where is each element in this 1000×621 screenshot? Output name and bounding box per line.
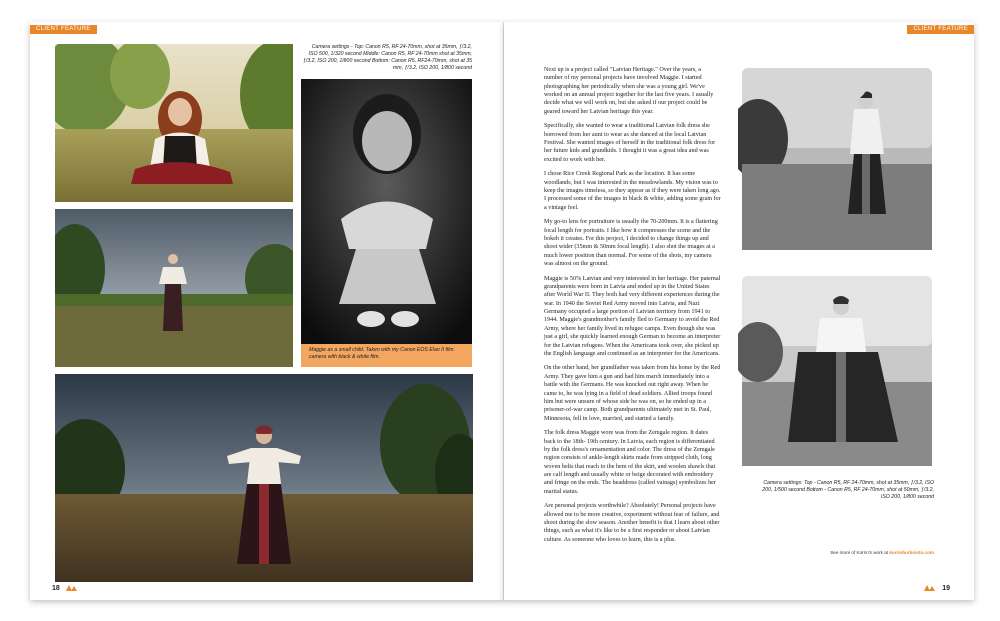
photo-maggie-sitting-meadow <box>55 44 293 202</box>
client-feature-tag: CLIENT FEATURE <box>907 25 974 34</box>
child-photo-caption: Maggie as a small child. Taken with my Canon EOS Elan II film camera with black & white film. <box>301 344 472 367</box>
article-body <box>544 66 721 550</box>
article-paragraph: The folk dress Maggie wore was from the Zemgale region. It dates back to the 18th- 19th century. In Latvia, each region is differentiated by the folk dress's ornamentation and color. The dress of the Zemgale region consists of ankle-length skirts made from stripped cloth, long woven belts that reach to the hem of the skirt, and woolen shawls that are calf length and usually white or beige decorated with embroidery and fringe on the ends. The headdress (called vainags) symbolizes her marital status. <box>544 430 716 495</box>
right-page <box>504 22 974 600</box>
credit-website-link[interactable]: korrinburkoisto.com <box>889 550 934 555</box>
page-number-right: 19 <box>942 585 950 592</box>
magazine-logo-icon <box>924 585 936 591</box>
page-number-left: 18 <box>52 585 60 592</box>
photo-maggie-child-bw <box>301 79 472 344</box>
article-paragraph: Next up is a project called "Latvian Heritage." Over the years, a number of my personal projects have involved Maggie. I started photographing her periodically when she was a young girl. We've worked on an annual project together for the last five years. I usually decide what we will work on, but she asked if our project could be geared toward her Latvian heritage this year. <box>544 67 714 115</box>
article-paragraph: Specifically, she wanted to wear a traditional Latvian folk dress she borrowed from her aunt to wear as she danced at the local Latvian Festival. She wanted images of herself in the traditional folk dress for her future kids and grandkids. I thought it was a great idea and was excited to work with her. <box>544 123 716 163</box>
article-paragraph: On the other hand, her grandfather was taken from his home by the Red Army. They gave him a gun and had him march immediately into a battle with the Germans. He was knocked out right away. When he came to, he was lying in a field of dead soldiers. Allied troops found him but were unsure of whose side he was on, so he ended up in a prisoner-of-war camp. Both grandparents ultimately met in St. Paul, Minnesota, fell in love, married, and started a family. <box>544 365 721 422</box>
article-paragraph: Are personal projects worthwhile? Absolutely! Personal projects have allowed me to be more creative, experiment without fear of failure, and shoot during the slow season. Another benefit is that I learn about other things, such as what it's like to be a first responder or about Latvian culture. As someone who loves to learn, this is a plus. <box>544 503 720 543</box>
client-feature-tag: CLIENT FEATURE <box>30 25 97 34</box>
credit-text: See more of Korrin's work at <box>830 550 890 555</box>
magazine-logo-icon <box>66 585 78 591</box>
camera-settings-caption-left: Camera settings - Top: Canon R5, RF 24-70mm, shot at 35mm, ƒ/3.2, ISO 500, 1/320 second Middle: Canon R5, RF 24-70mm shot at 35mm, ƒ/3.2, ISO 200, 1/800 second Bottom: Canon R5, RF24-70mm, shot at 35 mm, ƒ/3.2, ISO 200, 1/800 second <box>303 44 472 72</box>
article-paragraph: Maggie is 50% Latvian and very interested in her heritage. Her paternal grandparents were born in Latvia and ended up in the United States after World War II. They both had very different experiences during the war. In 1940 the Soviet Red Army moved into Latvia, and Nazi Germany occupied a large portion of Latvian territory from 1941 to 1944. Maggie's grandmother's family fled to Germany to avoid the Red Army, where her family lived in refugee camps. Even though she was just a girl, she quickly learned enough German to become an interpreter for the Latvian refugees. When the Americans took over, she picked up the English language and continued as an interpreter for the Americans. <box>544 275 721 357</box>
left-page <box>30 22 504 600</box>
photo-maggie-dramatic-sky <box>55 374 473 582</box>
photo-maggie-standing-field <box>55 209 293 367</box>
credit-line <box>830 550 934 555</box>
photo-bw-holding-skirt <box>738 272 936 470</box>
article-paragraph: I chose Rice Creek Regional Park as the location. It has some woodlands, but I was interested in the meadowlands. My vision was to keep the images timeless, so they appear as if they were taken long ago. I processed some of the images in black & white, adding some grain for a vintage feel. <box>544 171 721 211</box>
camera-settings-caption-right: Camera settings: Top - Canon R5, RF 24-70mm, shot at 35mm, ƒ/3.2, ISO 200, 1/500 second Bottom - Canon R5, RF 24-70mm, shot at 50mm, ƒ/3.2, ISO 200, 1/800 second <box>762 480 934 501</box>
article-paragraph: My go-to lens for portraiture is usually the 70-200mm. It is a flattering focal length for portraits. I like how it compresses the scene and the bokeh it creates. For this project, I decided to change things up and shoot wider (35mm & 50mm focal length). I also shot the images at a much lower position than normal. For some of the shots, my camera was almost on the ground. <box>544 219 718 268</box>
photo-bw-standing-field <box>738 64 936 254</box>
